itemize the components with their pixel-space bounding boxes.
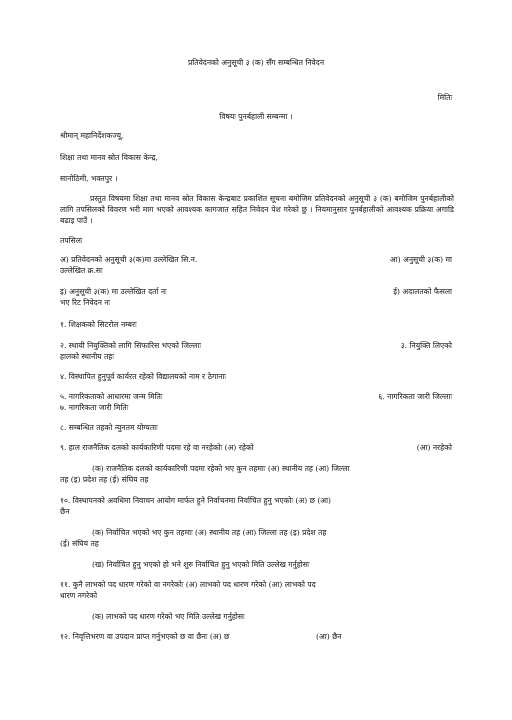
item-10-cont: छैन: [60, 507, 70, 516]
item-3: ३. नियुक्ति लिएको: [400, 341, 452, 350]
item-a-cont: उल्लेखित क्र.सः: [60, 266, 103, 275]
item-10-kh: (ख) निर्वाचित हुनु भएको हो भने शुरु निर्वाचित हुनु भएको मिति उल्लेख गर्नुहोसः: [92, 560, 310, 569]
address-line-3: सानोठिमी, भक्तपुर ।: [60, 174, 118, 183]
item-i: इ) अनुसूची ३(क) मा उल्लेखित दर्ता नः: [60, 287, 167, 296]
item-ii-cont: भए रिट निवेदन नः: [60, 298, 111, 307]
date-label: मितिः: [437, 93, 452, 102]
address-line-2: शिक्षा तथा मानव स्रोत विकास केन्द्र,: [60, 153, 158, 162]
item-9-sub: (क) राजनैतिक दलको कार्यकारिणी पदमा रहेको भए कुन तहमाः (अ) स्थानीय तह (आ) जिल्ला: [92, 464, 350, 473]
item-2: २. स्थायी नियुक्तिको लागि सिफारिस भएको जिल्लाः: [60, 341, 202, 350]
item-11-cont: धारण नगरेको: [60, 591, 98, 600]
item-a: अ) प्रतिवेदनको अनुसूची ३(क)मा उल्लेखित सि.न.: [60, 255, 198, 264]
item-ii: ई) अदालतको फैसला: [393, 287, 452, 296]
item-1: १. शिक्षकको सिटरोल नम्बरः: [60, 320, 137, 329]
document-title: प्रतिवेदनको अनुसूची ३ (क) सँग सम्बन्धित निवेदन: [187, 58, 325, 67]
item-9-no: (आ) नरहेको: [416, 443, 452, 452]
item-8: ८. सम्बन्धित तहको न्युनतम योग्यताः: [60, 423, 158, 432]
body-paragraph: प्रस्तुत विषयमा शिक्षा तथा मानव स्रोत विकास केन्द्रबाट प्रकाशित सूचना बमोजिम प्रतिवेदनको अनुसूची ३ (क) बमोजिम पुनर्बहालीको लागि तपसिलको विवरण भरी माग भएको आवश्यक कागजात सहित निवेदन पेश गरेको छु । नियमानुसार पुनर्बहालीको आवश्यक प्रक्रिया अगाडि बढाइ पाउँ ।: [60, 194, 454, 225]
item-3-cont: हालको स्थानीय तहः: [60, 352, 114, 361]
item-9-sub-cont: तह (इ) प्रदेश तह (ई) संघिय तह: [60, 475, 149, 484]
item-aa: आ) अनुसूची ३(क) मा: [389, 255, 452, 264]
item-7: ७. नागरिकता जारी मितिः: [60, 403, 129, 412]
item-10-k-cont: (ई) संघिय तह: [60, 539, 99, 548]
item-10: १०. विस्थापनको अवधिमा निवाचन आयोग मार्फत हुने निर्वाचनमा निर्वाचित हुनु भएकोः (अ) छ (आ): [60, 496, 332, 505]
item-5: ५. नागरिकताको आधारमा जन्म मितिः: [60, 392, 163, 401]
tapsil-label: तपसिलः: [60, 236, 83, 245]
item-4: ४. विस्थापित हुनुपूर्व कार्यरत रहेको विद्यालयको नाम र ठेगानाः: [60, 372, 226, 381]
subject-line: विषयः पुनर्बहाली सम्बन्मा ।: [219, 112, 293, 121]
item-12-no: (आ) छैन: [316, 632, 342, 641]
item-6: ६. नागरिकता जारी जिल्लाः: [378, 392, 452, 401]
address-line-1: श्रीमान् महानिर्देशकज्यू,: [60, 131, 124, 140]
item-12: १२. निवृत्तिभरण वा उपदान प्राप्त गर्नुभएको छ वा छैनः (अ) छ: [60, 632, 230, 641]
item-11: ११. कुनै लाभको पद धारण गरेको वा नगरेकोः (अ) लाभको पद धारण गरेको (आ) लाभको पद: [60, 580, 316, 589]
item-10-k: (क) निर्वाचित भएको भए कुन तहमाः (अ) स्थानीय तह (आ) जिल्ला तह (इ) प्रदेश तह: [92, 528, 327, 537]
item-9: ९. हाल राजनैतिक दलको कार्यकारिणी पदमा रहे वा नरहेकोः (अ) रहेको: [60, 443, 254, 452]
item-11-k: (क) लाभको पद धारण गरेको भए मिति उल्लेख गर्नुहोसः: [92, 612, 245, 621]
